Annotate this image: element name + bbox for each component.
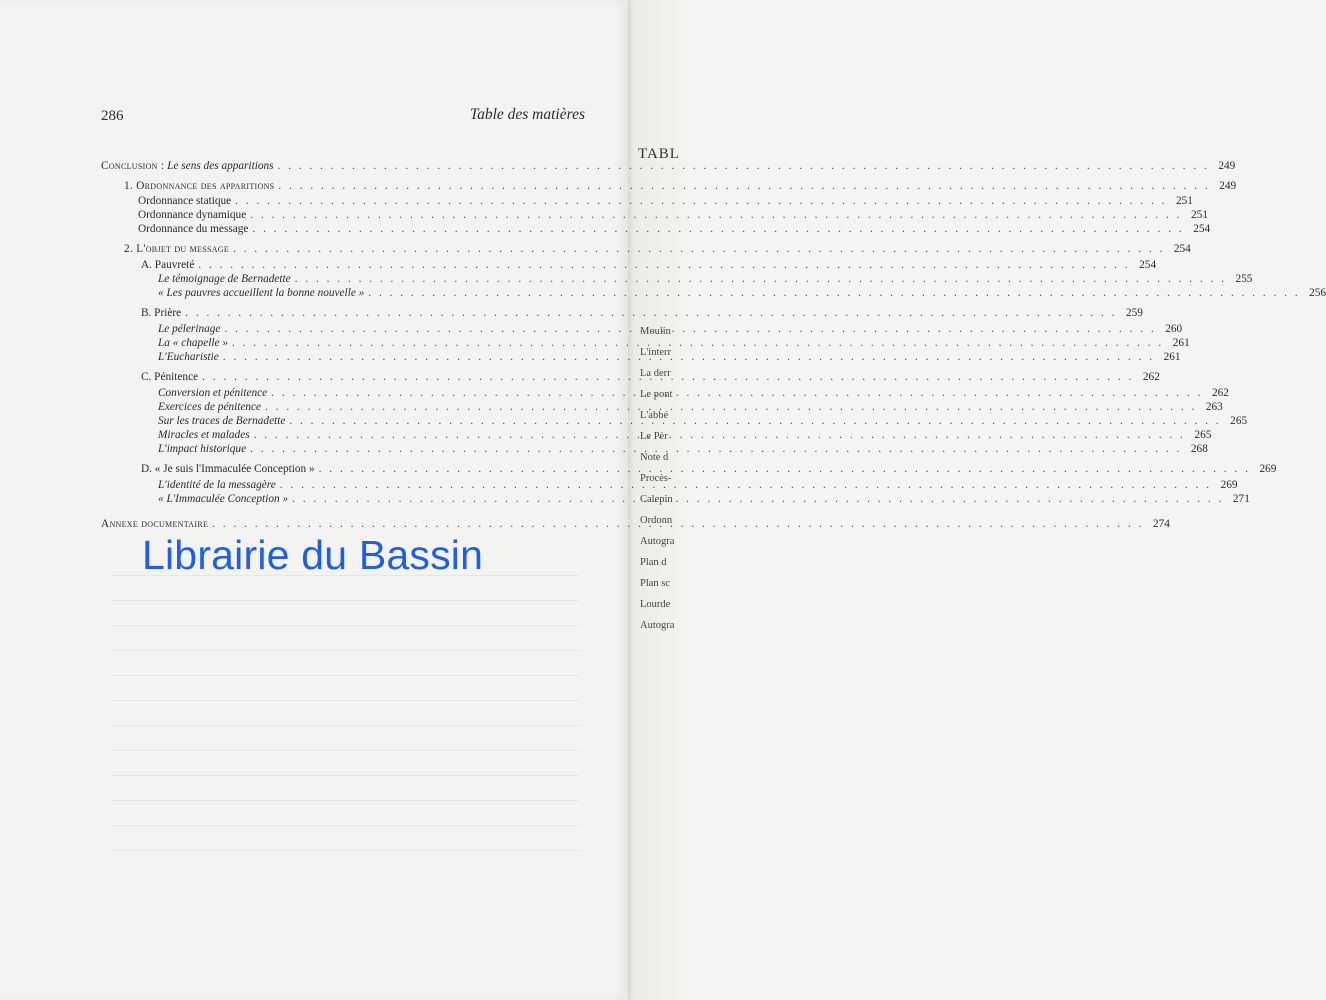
right-page-line: Calepin [640,494,673,505]
page-number: 286 [101,108,124,124]
dot-leader [185,306,1117,320]
dot-leader [232,336,1164,350]
watermark: Librairie du Bassin [142,532,484,578]
toc-page-number: 255 [1235,273,1253,285]
show-through-line [110,800,580,801]
toc-label: Ordonnance statique [138,195,232,207]
show-through-line [110,725,580,726]
right-page-line: Le pont [640,389,673,400]
right-page-line: La derr [640,368,671,379]
toc-page-number: 268 [1190,443,1208,455]
toc-page-number: 261 [1163,351,1181,363]
show-through-line [110,775,580,776]
dot-leader [289,414,1221,428]
toc-page-number: 256 [1309,287,1326,299]
toc-page-number: 265 [1194,429,1212,441]
toc-page-number: 249 [1219,180,1237,192]
toc-label: B. Prière [141,307,182,319]
toc-label: L'identité de la messagère [158,479,276,491]
toc-label [101,159,274,173]
toc-label: Ordonnance dynamique [138,209,247,221]
right-page-line: Plan d [640,557,667,568]
show-through-line [110,625,580,626]
toc-label: Sur les traces de Bernadette [158,415,286,427]
dot-leader [233,242,1165,256]
toc-page-number: 254 [1139,259,1157,271]
right-page-line: Lourde [640,599,671,610]
dot-leader [278,159,1210,173]
right-page-line: Autogra [640,620,675,631]
dot-leader [278,179,1210,193]
dot-leader [295,272,1227,286]
toc-page-number: 269 [1220,479,1238,491]
right-page-line: L'abbé [640,410,669,421]
toc-entry-subsection [141,462,1277,476]
toc-entry [158,336,1190,350]
toc-label: Conversion et pénitence [158,387,268,399]
dot-leader [250,442,1182,456]
toc-entry [138,208,1208,222]
dot-leader [280,478,1212,492]
toc-page-number: 259 [1125,307,1143,319]
toc-page-number: 260 [1165,323,1183,335]
toc-label: Annexe documentaire [101,518,209,530]
toc-label: D. « Je suis l'Immaculée Conception » [141,463,315,475]
dot-leader [292,492,1224,506]
dot-leader [202,370,1134,384]
toc-page-number: 271 [1232,493,1250,505]
toc-label-title: Le sens des apparitions [167,160,274,172]
toc-label: L'Eucharistie [158,351,219,363]
toc-page-number: 262 [1211,387,1229,399]
right-page-line: Procès- [640,473,672,484]
toc-page-number: 254 [1193,223,1211,235]
dot-leader [265,400,1197,414]
toc-label: Le pélerinage [158,323,221,335]
toc-entry [158,442,1208,456]
toc-page-number: 251 [1191,209,1208,221]
toc-entry [158,400,1223,414]
right-page-line: L'interr [640,347,672,358]
toc-label: Exercices de pénitence [158,401,262,413]
dot-leader [250,208,1182,222]
toc-page-number: 261 [1172,337,1190,349]
toc-entry-subsection [141,258,1157,272]
toc-label: « L'Immaculée Conception » [158,493,289,505]
toc-entry [158,272,1253,286]
dot-leader [223,350,1155,364]
running-head: Table des matières [469,106,585,123]
toc-label: C. Pénitence [141,371,199,383]
right-page-line: Le Pèr [640,431,668,442]
toc-page-number: 265 [1230,415,1248,427]
dot-leader [319,462,1251,476]
toc-entry [138,194,1193,208]
toc-page-number: 269 [1259,463,1277,475]
show-through-line [110,825,580,826]
right-page-line: Note d [640,452,669,463]
toc-page-number: 263 [1205,401,1223,413]
right-page-line: Moulin [640,326,671,337]
dot-leader [252,222,1184,236]
toc-label: 1. Ordonnance des apparitions [124,180,275,192]
dot-leader [235,194,1167,208]
toc-page-number: 262 [1142,371,1160,383]
show-through-line [110,850,580,851]
toc-entry-section [124,242,1191,256]
right-page-line: Plan sc [640,578,671,589]
toc-label: Le témoignage de Bernadette [158,273,291,285]
toc-entry-subsection [141,306,1143,320]
toc-entry [138,222,1211,236]
toc-page-number: 251 [1175,195,1193,207]
toc-label: Ordonnance du message [138,223,249,235]
toc-label: A. Pauvreté [141,259,195,271]
toc-label-prefix: Conclusion : [101,160,165,172]
toc-page-number: 254 [1173,243,1191,255]
toc-label: « Les pauvres accueillent la bonne nouvelle » [158,287,365,299]
dot-leader [254,428,1186,442]
right-page-line: Ordonn [640,515,673,526]
dot-leader [271,386,1203,400]
dot-leader [224,322,1156,336]
right-page-line: Autogra [640,536,675,547]
toc-label: L'impact historique [158,443,247,455]
toc-entry-conclusion [101,159,1236,173]
toc-entry [158,286,1326,300]
toc-label: Miracles et malades [158,429,250,441]
toc-page-number: 249 [1218,160,1236,172]
show-through-line [110,750,580,751]
show-through-line [110,700,580,701]
right-page-title: TABL [638,146,680,162]
show-through-line [110,600,580,601]
show-through-line [110,675,580,676]
show-through-line [110,650,580,651]
toc-entry-section [124,179,1237,193]
toc-label: 2. L'objet du message [124,243,230,255]
toc-label: La « chapelle » [158,337,228,349]
dot-leader [212,517,1144,531]
dot-leader [368,286,1300,300]
dot-leader [198,258,1130,272]
toc-page-number: 274 [1152,518,1170,530]
